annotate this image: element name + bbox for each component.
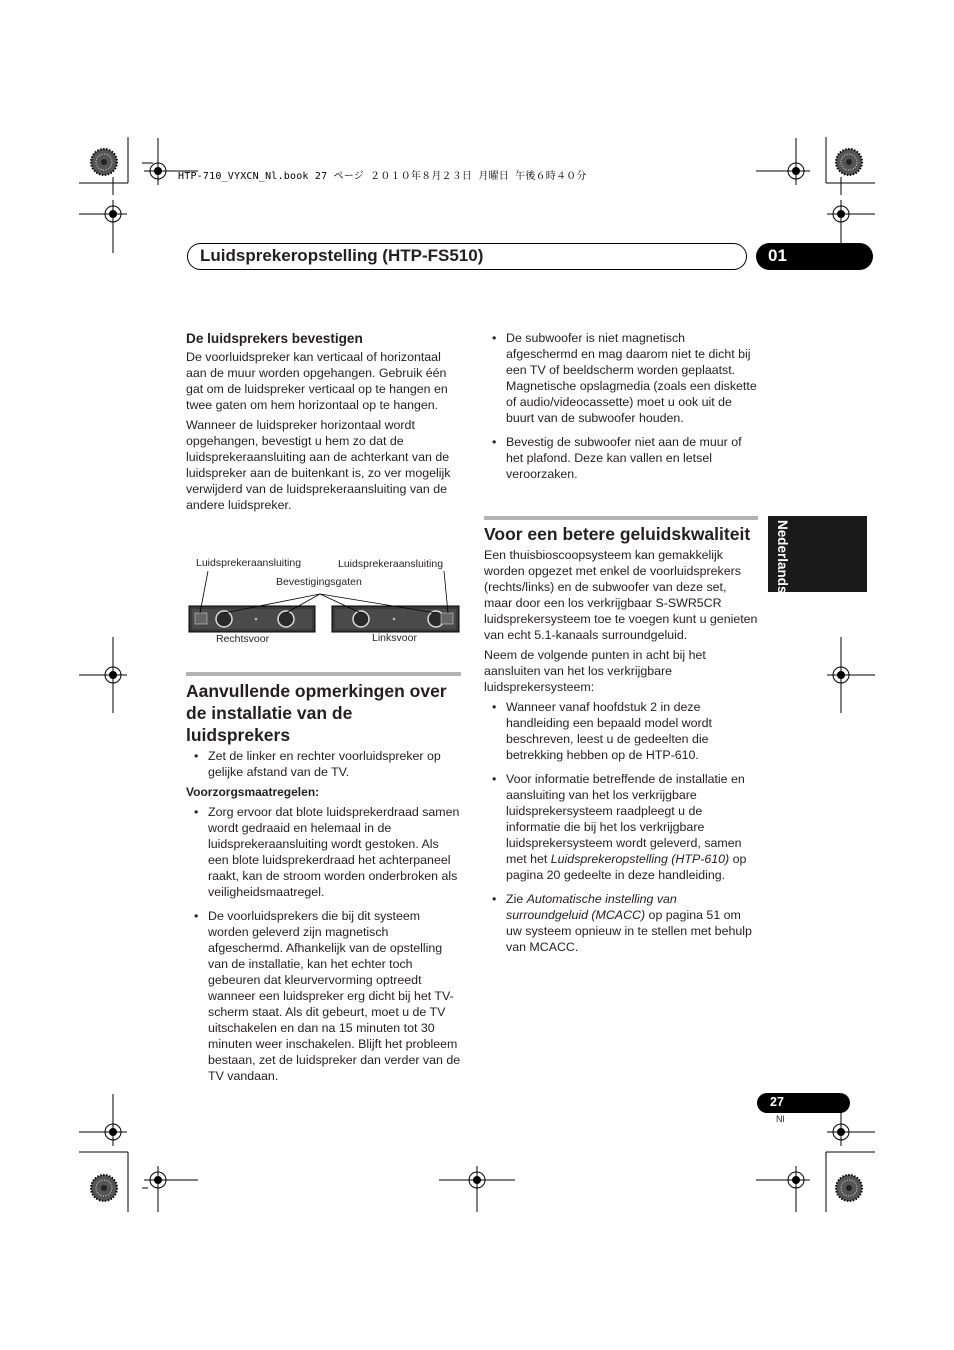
registration-mark-mid-left [99, 661, 127, 689]
list-item: • De voorluidsprekers die bij dit systeem worden geleverd zijn magnetisch afgeschermd. Afhankelijk van de opstelling van de installatie, kan het echter toch gebeuren dat kleurvervorming optreedt wanneer een luidspreker erg dicht bij het TV-scherm staat. Als dit gebeurt, moet u de TV uitschakelen en dan na 15 minuten tot 30 minuten weer inschakelen. Blijft het probleem bestaan, zet de luidspreker dan verder van de TV vandaan. [186, 908, 461, 1084]
registration-mark-top-right-2 [827, 200, 855, 228]
page-title: Luidsprekeropstelling (HTP-FS510) [200, 246, 484, 265]
cross-reference: Automatische instelling van surroundgeluid (MCACC) [506, 892, 677, 922]
star-mark-top-left [91, 149, 117, 175]
paragraph: De voorluidspreker kan verticaal of horizontaal aan de muur worden opgehangen. Gebruik één gat om de luidspreker verticaal op te hangen en twee gaten om hem horizontaal op te hangen. [186, 350, 448, 412]
registration-mark-bottom-right-2 [782, 1166, 810, 1194]
registration-mark-top-right-1 [782, 157, 810, 185]
paragraph: Neem de volgende punten in acht bij het aansluiten van het los verkrijgbare luidsprekersysteem: [484, 648, 706, 694]
file-info-slug: HTP-710_VYXCN_Nl.book 27 ページ ２０１０年８月２３日 月曜日 午後６時４０分 [178, 171, 587, 182]
paragraph: Wanneer de luidspreker horizontaal wordt opgehangen, bevestigt u hem zo dat de luidsprekeraansluiting aan de achterkant van de luidspreker aan de buitenkant is, zo ver mogelijk verwijderd van de luidsprekeraansluiting van de andere luidspreker. [186, 418, 451, 512]
subheading-mounting: De luidsprekers bevestigen [186, 331, 363, 346]
left-column [186, 330, 461, 517]
list-item: • De subwoofer is niet magnetisch afgeschermd en mag daarom niet te dicht bij een TV of beeldscherm worden geplaatst. Magnetische opslagmedia (zoals een diskette of audio/videocassette) moet u ook uit de buurt van de subwoofer houden. [484, 330, 758, 426]
list-item [484, 891, 758, 955]
list-item-text: Voor informatie betreffende de installatie en aansluiting van het los verkrijgbare luidsprekersysteem raadpleegt u de informatie die bij het los verkrijgbare luidsprekersysteem wordt geleverd, samen met het [506, 772, 745, 866]
list-item: • Wanneer vanaf hoofdstuk 2 in deze handleiding een bepaald model wordt beschreven, leest u de gedeelten die betrekking hebben op de HTP-610. [484, 699, 758, 763]
precautions-heading: Voorzorgsmaatregelen: [186, 785, 320, 799]
language-tab-label: Nederlands [775, 520, 790, 594]
figure-label-terminal-left: Luidsprekeraansluiting [196, 557, 302, 569]
star-mark-bottom-right [836, 1175, 862, 1201]
star-mark-top-right [836, 149, 862, 175]
figure-label-terminal-right: Luidsprekeraansluiting [338, 558, 444, 570]
section-heading-sound-quality: Voor een betere geluidskwaliteit [484, 524, 751, 544]
section-heading-installation-notes: Aanvullende opmerkingen over de installatie van de luidsprekers [186, 681, 447, 745]
chapter-number: 01 [768, 246, 787, 265]
speaker-mounting-figure [186, 553, 462, 653]
right-column-lower [484, 516, 758, 959]
page-language-code: Nl [776, 1114, 785, 1124]
figure-label-holes: Bevestigingsgaten [276, 576, 362, 588]
page-number: 27 [770, 1095, 784, 1109]
left-column-lower [186, 672, 461, 1088]
section-rule [186, 672, 461, 676]
list-item-text: op pagina 51 om uw systeem opnieuw in te stellen met behulp van MCACC. [506, 908, 752, 954]
list-item: • Zet de linker en rechter voorluidspreker op gelijke afstand van de TV. [186, 748, 461, 780]
figure-label-right-front: Rechtsvoor [216, 633, 270, 645]
section-rule [484, 516, 758, 520]
registration-mark-bottom-left-2 [144, 1166, 172, 1194]
registration-mark-mid-right [827, 661, 855, 689]
list-item [484, 771, 758, 883]
registration-mark-bottom-center [463, 1166, 491, 1194]
list-item-text: op pagina 20 gedeelte in deze handleiding. [506, 852, 747, 882]
star-mark-bottom-left [91, 1175, 117, 1201]
registration-mark-top-left-2 [99, 200, 127, 228]
list-item-text: Zie [506, 892, 527, 906]
right-column [484, 330, 758, 486]
paragraph: Een thuisbioscoopsysteem kan gemakkelijk worden opgezet met enkel de voorluidsprekers (rechts/links) en de subwoofer van deze set, maar door een los verkrijgbaar S-SWR5CR luidsprekersysteem toe te voegen kunt u genieten van echt 5.1-kanaals surroundgeluid. [484, 548, 758, 642]
registration-mark-top-left-1 [144, 157, 172, 185]
list-item: • Bevestig de subwoofer niet aan de muur of het plafond. Deze kan vallen en letsel veroorzaken. [484, 434, 758, 482]
cross-reference: Luidsprekeropstelling (HTP-610) [550, 852, 730, 866]
list-item: • Zorg ervoor dat blote luidsprekerdraad samen wordt gedraaid en helemaal in de luidsprekeraansluiting wordt gestoken. Als een blote luidsprekerdraad het achterpaneel raakt, kan de stroom worden onderbroken als veiligheidsmaatregel. [186, 804, 461, 900]
registration-mark-bottom-right-1 [827, 1118, 855, 1146]
registration-mark-bottom-left-1 [99, 1118, 127, 1146]
figure-label-left-front: Linksvoor [372, 632, 417, 644]
